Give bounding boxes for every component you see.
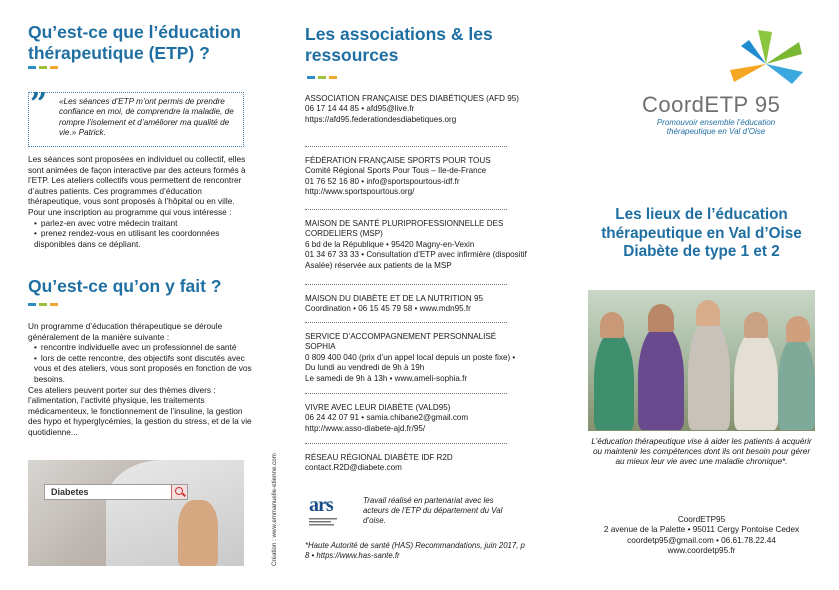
resource-entry bbox=[305, 219, 527, 271]
divider bbox=[305, 393, 507, 394]
quote-mark-icon: ” bbox=[30, 87, 48, 122]
list-item: • prenez rendez-vous en utilisant les coordonnées disponibles dans ce dépliant. bbox=[34, 228, 254, 249]
resource-line: Le samedi de 9h à 13h • www.ameli-sophia.fr bbox=[305, 373, 468, 383]
search-icon bbox=[171, 485, 187, 499]
quote-text: «Les séances d’ETP m’ont permis de prendre confiance en moi, de comprendre la maladie, de rompre l’isolement et d’améliorer ma qualité de vie.» Patrick. bbox=[59, 97, 234, 137]
resource-line: 06 17 14 44 85 • afd95@live.fr bbox=[305, 104, 415, 114]
resource-entry bbox=[305, 94, 527, 125]
resource-name: VIVRE AVEC LEUR DIABÈTE (VALD95) bbox=[305, 403, 451, 412]
coordetp-logo bbox=[616, 26, 815, 136]
list-item: • lors de cette rencontre, des objectifs sont discutés avec vous et des ateliers, vous sont proposés en fonction de vos besoins. bbox=[34, 353, 254, 385]
resource-line: contact.R2D@diabete.com bbox=[305, 463, 402, 473]
resource-line: 0 809 400 040 (prix d’un appel local depuis un poste fixe) • Du lundi au vendredi de 9h à 19h bbox=[305, 352, 516, 373]
activities-description bbox=[28, 321, 254, 438]
resource-name: MAISON DE SANTÉ PLURIPROFESSIONNELLE DES CORDELIERS (MSP) bbox=[305, 219, 504, 239]
group-session-photo bbox=[588, 290, 815, 431]
middle-panel bbox=[305, 0, 527, 590]
resource-line: 6 bd de la République • 95420 Magny-en-Vexin bbox=[305, 239, 475, 249]
partner-text: Travail réalisé en partenariat avec les acteurs de l’ETP du département du Val d’oise. bbox=[363, 496, 503, 525]
title-divider bbox=[28, 66, 58, 69]
footnote: *Haute Autorité de santé (HAS) Recommandations, juin 2017, p 8 • https://www.has-sante.fr bbox=[305, 541, 525, 560]
right-panel bbox=[588, 0, 815, 590]
resource-name: MAISON DU DIABÈTE ET DE LA NUTRITION 95 bbox=[305, 294, 483, 303]
etp-paragraph: Les séances sont proposées en individuel ou collectif, elles sont animées de façon interactive par des acteurs formés à l’ETP. Les ateliers collectifs vous permettent de rencontrer d’autres patients. Ces programmes d’éducation thérapeutique, vous sont proposés à l’hôpital ou en ville. Pour une inscription au programme qui vous intéresse : bbox=[28, 154, 246, 217]
resource-line: Coordination • 06 15 45 79 58 • www.mdn95.fr bbox=[305, 304, 471, 314]
patient-quote bbox=[28, 87, 244, 147]
resource-entry bbox=[305, 403, 527, 434]
resource-entry bbox=[305, 294, 527, 315]
title-divider bbox=[307, 76, 337, 79]
etp-description bbox=[28, 154, 254, 249]
title-divider bbox=[28, 303, 58, 306]
logo-tagline: Promouvoir ensemble l’éducation thérapeutique en Val d’Oise bbox=[656, 118, 776, 136]
street-address: 2 avenue de la Palette • 95011 Cergy Pontoise Cedex bbox=[603, 525, 800, 535]
logo-name: CoordETP 95 bbox=[642, 92, 781, 117]
activities-title: Qu’est-ce qu’on y fait ? bbox=[28, 276, 222, 296]
resource-entry bbox=[305, 332, 527, 384]
left-panel bbox=[24, 0, 256, 590]
resource-entry bbox=[305, 453, 527, 474]
resource-link[interactable]: http://www.asso-diabete-ajd.fr/95/ bbox=[305, 423, 426, 433]
website-link[interactable]: www.coordetp95.fr bbox=[667, 546, 736, 556]
brochure-title: Les lieux de l’éducation thérapeutique en Val d’Oise Diabète de type 1 et 2 bbox=[601, 206, 802, 260]
resource-line: 01 34 67 33 33 • Consultation d’ETP avec infirmière (dispositif Asalée) réservée aux patients de la MSP bbox=[305, 250, 527, 270]
themes-paragraph: Ces ateliers peuvent porter sur des thèmes divers : l’alimentation, l’activité physique, les traitements médicamenteux, le fonctionnement de l’insuline, la gestion des hypo et hyperglycémies, la gestion du stress, et de la vie quotidienne... bbox=[28, 384, 252, 437]
resource-line: 06 24 42 07 91 • samia.chibane2@gmail.com bbox=[305, 413, 469, 423]
list-item: • parlez-en avec votre médecin traitant bbox=[34, 218, 254, 229]
search-text: Diabetes bbox=[51, 487, 89, 497]
divider bbox=[305, 209, 507, 210]
resource-link[interactable]: http://www.sportspourtous.org/ bbox=[305, 187, 415, 197]
contact-email-phone[interactable]: coordetp95@gmail.com • 06.61.78.22.44 bbox=[627, 535, 776, 545]
resource-line: 01 76 52 16 80 • info@sportspourtous-idf.fr bbox=[305, 176, 460, 186]
resource-name: FÉDÉRATION FRANÇAISE SPORTS POUR TOUS bbox=[305, 156, 491, 165]
pinwheel-icon bbox=[616, 26, 815, 92]
ars-logo bbox=[309, 494, 355, 528]
search-bar-illustration bbox=[44, 484, 188, 500]
divider bbox=[305, 443, 507, 444]
contact-address bbox=[588, 515, 815, 557]
resource-line: Comité Régional Sports Pour Tous – Ile-de-France bbox=[305, 166, 487, 176]
photo-caption: L’éducation thérapeutique vise à aider les patients à acquérir ou maintenir les compétences dont ils ont besoin pour gérer au mieux leur vie avec une maladie chronique*. bbox=[591, 437, 812, 467]
activities-bullets bbox=[28, 342, 254, 384]
resource-name: ASSOCIATION FRANÇAISE DES DIABÉTIQUES (AFD 95) bbox=[305, 94, 519, 103]
etp-bullets bbox=[28, 218, 254, 250]
ars-logo-text: ars bbox=[309, 494, 333, 516]
resources-title: Les associations & les ressources bbox=[305, 24, 493, 65]
divider bbox=[305, 322, 507, 323]
activities-paragraph: Un programme d’éducation thérapeutique se déroule généralement de la manière suivante : bbox=[28, 321, 223, 342]
divider bbox=[305, 284, 507, 285]
resource-entry bbox=[305, 156, 527, 198]
resource-name: SERVICE D’ACCOMPAGNEMENT PERSONNALISÉ SOPHIA bbox=[305, 332, 497, 352]
design-credit: Création : www.emmanuelle-etienne.com bbox=[271, 453, 278, 566]
resource-name: RÉSEAU RÉGIONAL DIABÈTE IDF R2D bbox=[305, 453, 453, 462]
diabetes-search-photo bbox=[28, 460, 244, 566]
resource-link[interactable]: https://afd95.federationdesdiabetiques.org bbox=[305, 114, 457, 124]
partner-block bbox=[305, 492, 527, 540]
org-name: CoordETP95 bbox=[677, 515, 726, 524]
divider bbox=[305, 146, 507, 147]
list-item: • rencontre individuelle avec un professionnel de santé bbox=[34, 342, 254, 353]
etp-title: Qu’est-ce que l’éducation thérapeutique (ETP) ? bbox=[28, 22, 241, 63]
